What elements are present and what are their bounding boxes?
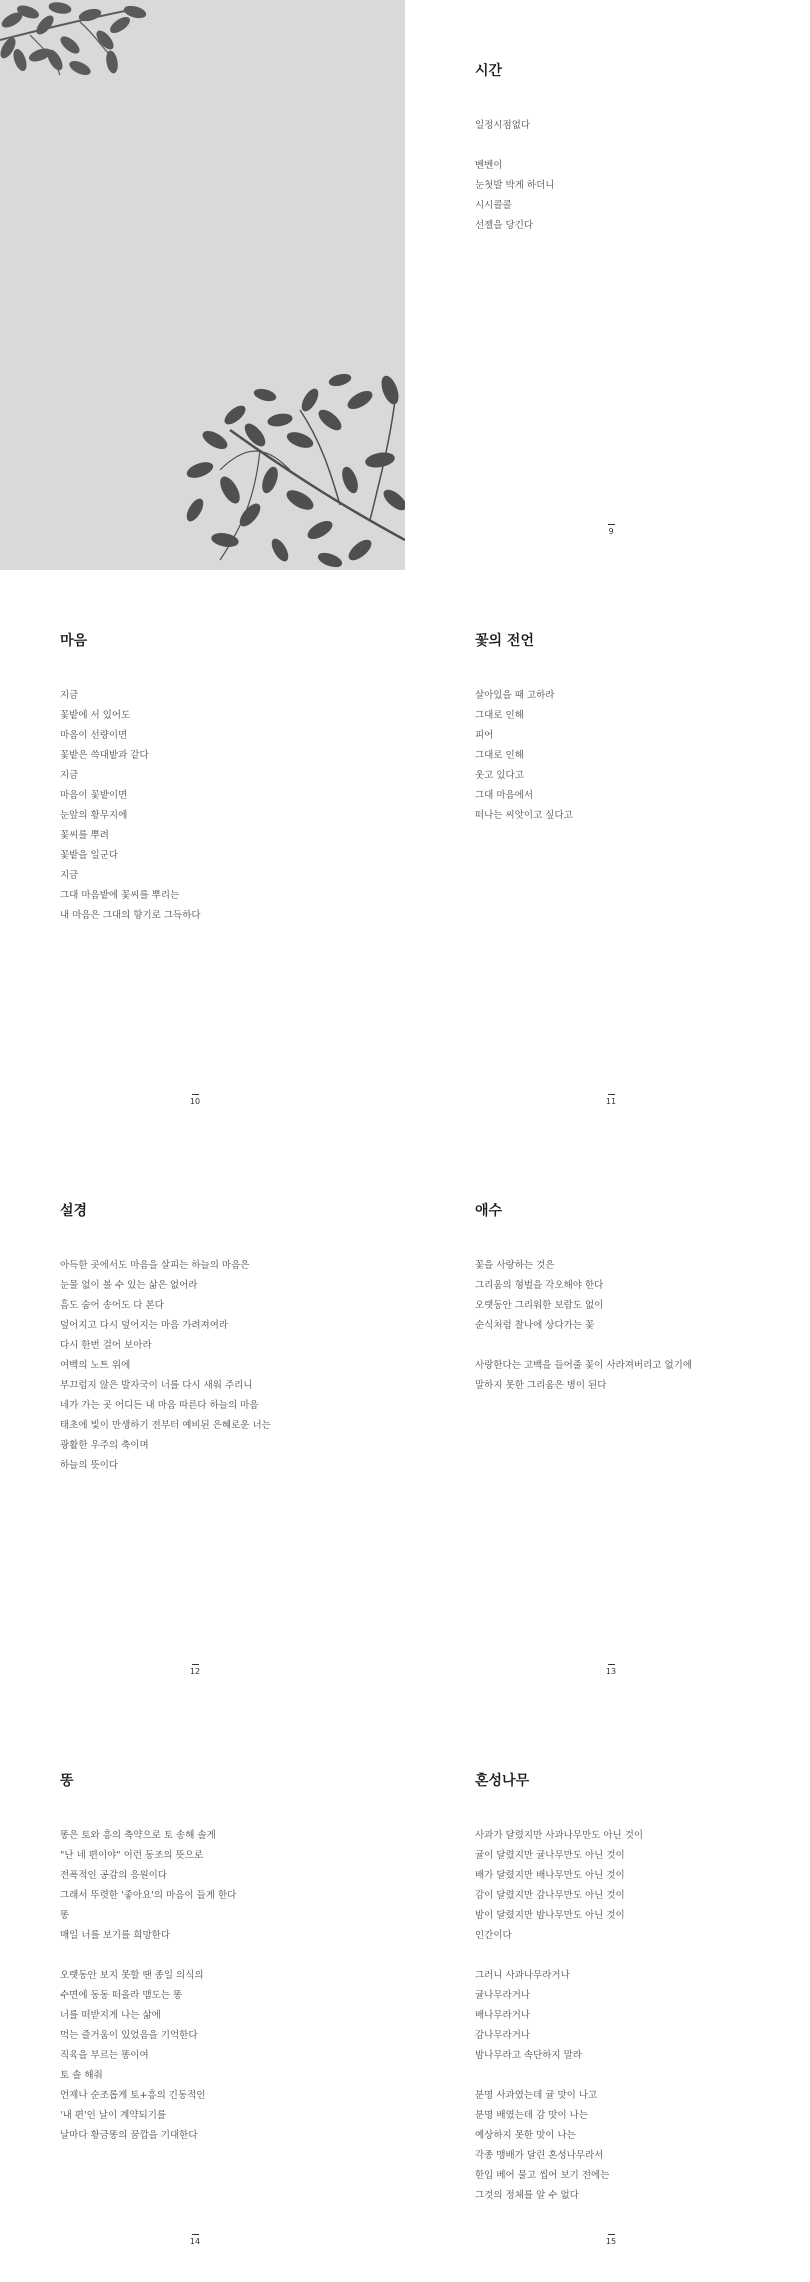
poem-line: 너를 떠받지게 나는 삶에 [60,2010,161,2021]
poem-line: 벤벤이 [475,160,503,171]
stanza-break [475,136,805,156]
poem-line: 직육을 부르는 똥이여 [60,2050,149,2061]
page-number: 15 [601,2234,621,2246]
poem-line: 지금 [60,870,79,881]
poem-line: 배가 달렸지만 배나무만도 아닌 것이 [475,1870,625,1881]
poem-line: 꽃을 사랑하는 것은 [475,1260,555,1271]
poem-line: 하늘의 뜻이다 [60,1460,119,1471]
poem-line: 꽃밭은 쓱대밭과 같다 [60,750,149,761]
poem-line: 먹는 즐거움이 있었음을 기억한다 [60,2030,198,2041]
poem-body [475,686,805,826]
poem-line: 말하지 못한 그리움은 병이 된다 [475,1380,607,1391]
cover-photo [0,0,405,570]
poem-line: 밤나무라고 속단하지 말라 [475,2050,582,2061]
poem-line: 전폭적인 공감의 응원이다 [60,1870,167,1881]
poem-line: 시시콜콜 [475,200,512,211]
poem-body [475,1826,805,2206]
poem-line: '내 편'인 날이 계약되기를 [60,2110,167,2121]
poem-line: 배나무라거나 [475,2010,531,2021]
poem-line: 여백의 노트 위에 [60,1360,131,1371]
page-13 [405,1140,810,1710]
page-number: 12 [185,1664,205,1676]
page-11 [405,570,810,1140]
poem-line: 토 솔 해줘 [60,2070,103,2081]
poem-line: 똥 [60,1910,70,1921]
poem-line: 지금 [60,770,79,781]
poem-title: 애수 [475,1203,503,1219]
stanza-break [475,2066,805,2086]
poem-title: 똥 [60,1773,74,1789]
poem-line: 다시 한번 걸어 보아라 [60,1340,152,1351]
poem-line: 수면에 동동 떠올라 맴도는 똥 [60,1990,183,2001]
poem-line: 각종 맹배가 달린 혼성나무라서 [475,2150,604,2161]
poem-line: 태초에 빛이 만생하기 전부터 예비된 은혜로운 너는 [60,1420,271,1431]
poem-line: 감나무라거나 [475,2030,531,2041]
poem-line: 꽃밭에 서 있어도 [60,710,131,721]
poem-line: 눈앞의 황무지에 [60,810,128,821]
poem-line: 분명 사과였는데 귤 맛이 나고 [475,2090,598,2101]
poem-line: 그리움의 형벌을 각오해야 한다 [475,1280,604,1291]
page-number: 14 [185,2234,205,2246]
leaves-photo [0,0,405,570]
poem-line: 귤나무라거나 [475,1990,531,2001]
poem-line: 부끄럽지 않은 발자국이 너를 다시 새워 주리니 [60,1380,253,1391]
poem-line: 순식처럼 찰나에 상다가는 꽃 [475,1320,595,1331]
page-10 [0,570,405,1140]
poem-line: 그대로 인해 [475,750,524,761]
poem-title: 마음 [60,633,88,649]
poem-title: 설경 [60,1203,88,1219]
poem-line: 내 마음은 그대의 향기로 그득하다 [60,910,201,921]
poem-line: 감이 달렸지만 감나무만도 아닌 것이 [475,1890,625,1901]
poem-line: "난 네 편이야" 이런 동조의 뜻으로 [60,1850,204,1861]
poem-line: 매일 너를 보기를 희망한다 [60,1930,171,1941]
poem-line: 피어 [475,730,494,741]
poem-line: 똥은 토와 흥의 축약으로 토 송해 솔게 [60,1830,216,1841]
stanza-break [60,1946,390,1966]
poem-body [475,1256,805,1396]
poem-line: 분명 배였는데 감 맛이 나는 [475,2110,589,2121]
poem-line: 마음이 선량이면 [60,730,128,741]
poem-line: 네가 가는 곳 어디든 내 마음 따른다 하늘의 마음 [60,1400,259,1411]
page-9 [405,0,810,570]
poem-line: 그대로 인해 [475,710,524,721]
poem-line: 흠도 숨어 송어도 다 본다 [60,1300,164,1311]
poem-body [60,1826,390,2146]
poem-line: 웃고 있다고 [475,770,524,781]
poem-line: 그대 마음에서 [475,790,534,801]
page-number: 11 [601,1094,621,1106]
poem-line: 그대 마음밭에 꽃씨를 뿌리는 [60,890,180,901]
poem-line: 눈첫발 박게 하더니 [475,180,555,191]
stanza-break [475,1946,805,1966]
poem-title: 꽃의 전언 [475,633,534,649]
poem-line: 꽃밭을 일군다 [60,850,119,861]
poem-line: 인간이다 [475,1930,512,1941]
poem-line: 사과가 달렸지만 사과나무만도 아닌 것이 [475,1830,644,1841]
page-number: 9 [601,524,621,536]
poem-line: 눈물 없이 볼 수 있는 삶은 없어라 [60,1280,198,1291]
page-number: 13 [601,1664,621,1676]
poem-line: 떠나는 씨앗이고 싶다고 [475,810,573,821]
poem-line: 오랫동안 그리워한 보람도 없이 [475,1300,604,1311]
poem-line: 마음이 꽃밭이면 [60,790,128,801]
poem-line: 살아있을 때 고하라 [475,690,555,701]
poem-line: 한입 베어 물고 씹어 보기 전에는 [475,2170,610,2181]
poem-line: 그래서 뚜렷한 '좋아요'의 마음이 들게 한다 [60,1890,237,1901]
poem-line: 밤이 달렸지만 밤나무만도 아닌 것이 [475,1910,625,1921]
poem-line: 선젤을 당긴다 [475,220,534,231]
stanza-break [475,1336,805,1356]
poem-line: 언제나 순조롭게 토+흥의 긴동적인 [60,2090,206,2101]
poem-line: 오랫동안 보지 못할 땐 종일 의식의 [60,1970,204,1981]
poem-title: 혼성나무 [475,1773,530,1789]
poem-line: 꽃씨를 뿌려 [60,830,109,841]
poem-line: 그러니 사과나무라거나 [475,1970,570,1981]
poem-line: 광활한 우주의 축이며 [60,1440,149,1451]
poem-line: 그것의 정체를 알 수 없다 [475,2190,579,2201]
poem-title: 시간 [475,63,503,79]
poem-body [60,686,390,926]
poem-line: 귤이 달렸지만 귤나무만도 아닌 것이 [475,1850,625,1861]
page-14 [0,1710,405,2280]
poem-line: 지금 [60,690,79,701]
page-12 [0,1140,405,1710]
poem-line: 일정시점없다 [475,120,531,131]
poem-line: 예상하지 못한 맛이 나는 [475,2130,576,2141]
poem-line: 날마다 황금똥의 꿈깝을 기대한다 [60,2130,198,2141]
poem-body [60,1256,390,1476]
poem-line: 덮어지고 다시 덮어지는 마음 가려져여라 [60,1320,229,1331]
poem-body [475,116,805,236]
poem-line: 사랑한다는 고백을 들어줄 꽃이 사라져버리고 없기에 [475,1360,692,1371]
page-number: 10 [185,1094,205,1106]
page-15 [405,1710,810,2280]
poem-line: 아득한 곳에서도 마음을 살피는 하늘의 마음은 [60,1260,250,1271]
